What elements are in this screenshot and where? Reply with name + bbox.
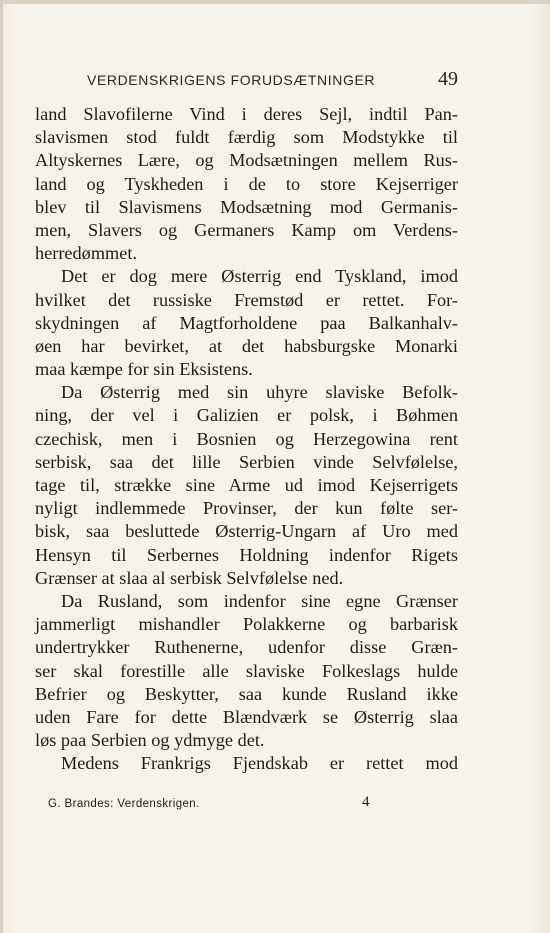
text-line: bisk, saa besluttede Østerrig-Ungarn af Uro med	[35, 521, 458, 542]
text-line: undertrykker Ruthenerne, udenfor disse Græn-	[35, 637, 458, 658]
footer-author-title: G. Brandes: Verdenskrigen.	[48, 798, 200, 810]
text-line: Hensyn til Serbernes Holdning indenfor Rigets	[35, 544, 458, 565]
text-line: Medens Frankrigs Fjendskab er rettet mod	[61, 753, 458, 774]
text-line: maa kæmpe for sin Eksistens.	[35, 359, 253, 380]
text-line: land og Tyskheden i de to store Kejserriger	[35, 173, 458, 194]
running-head	[62, 68, 458, 94]
text-line: løs paa Serbien og ydmyge det.	[35, 730, 265, 751]
text-line: serbisk, saa det lille Serbien vinde Selvfølelse,	[35, 451, 458, 472]
text-line: Altyskernes Lære, og Modsætningen mellem Rus-	[35, 150, 458, 171]
text-line: skydningen af Magtforholdene paa Balkanhalv-	[35, 312, 458, 333]
text-line: czechisk, men i Bosnien og Herzegowina rent	[35, 428, 458, 449]
text-line: nyligt indlemmede Provinser, der kun følte ser-	[35, 498, 458, 519]
signature-mark: 4	[362, 794, 370, 810]
text-line: tage til, strække sine Arme ud imod Kejserrigets	[35, 475, 458, 495]
page-top-edge	[0, 0, 550, 4]
running-head-title: VERDENSKRIGENS FORUDSÆTNINGER	[87, 72, 376, 88]
text-line: øen har bevirket, at det habsburgske Monarki	[35, 335, 458, 356]
text-line: uden Fare for dette Blændværk se Østerrig slaa	[35, 706, 458, 727]
text-line: men, Slavers og Germaners Kamp om Verdens-	[35, 219, 458, 240]
text-line: Da Østerrig med sin uhyre slaviske Befolk-	[61, 382, 458, 403]
text-line: ning, der vel i Galizien er polsk, i Bøhmen	[35, 405, 458, 426]
text-line: Befrier og Beskytter, saa kunde Rusland ikke	[35, 683, 458, 704]
page-number: 49	[438, 68, 458, 90]
text-line: land Slavofilerne Vind i deres Sejl, indtil Pan-	[35, 104, 458, 124]
text-line: Grænser at slaa al serbisk Selvfølelse ned.	[35, 567, 344, 588]
text-line: ser skal forestille alle slaviske Folkeslags hulde	[35, 660, 458, 681]
text-line: jammerligt mishandler Polakkerne og barbarisk	[35, 614, 458, 635]
body-text	[35, 103, 458, 775]
text-line: herredømmet.	[35, 243, 138, 264]
text-line: blev til Slavismens Modsætning mod Germanis-	[35, 196, 458, 217]
text-line: Da Rusland, som indenfor sine egne Grænser	[61, 590, 458, 611]
page-footer	[48, 794, 408, 816]
text-line: slavismen stod fuldt færdig som Modstykke til	[35, 127, 458, 148]
text-line: Det er dog mere Østerrig end Tyskland, imod	[61, 266, 458, 287]
text-line: hvilket det russiske Fremstød er rettet. For-	[35, 289, 458, 310]
page-left-edge	[0, 0, 3, 933]
